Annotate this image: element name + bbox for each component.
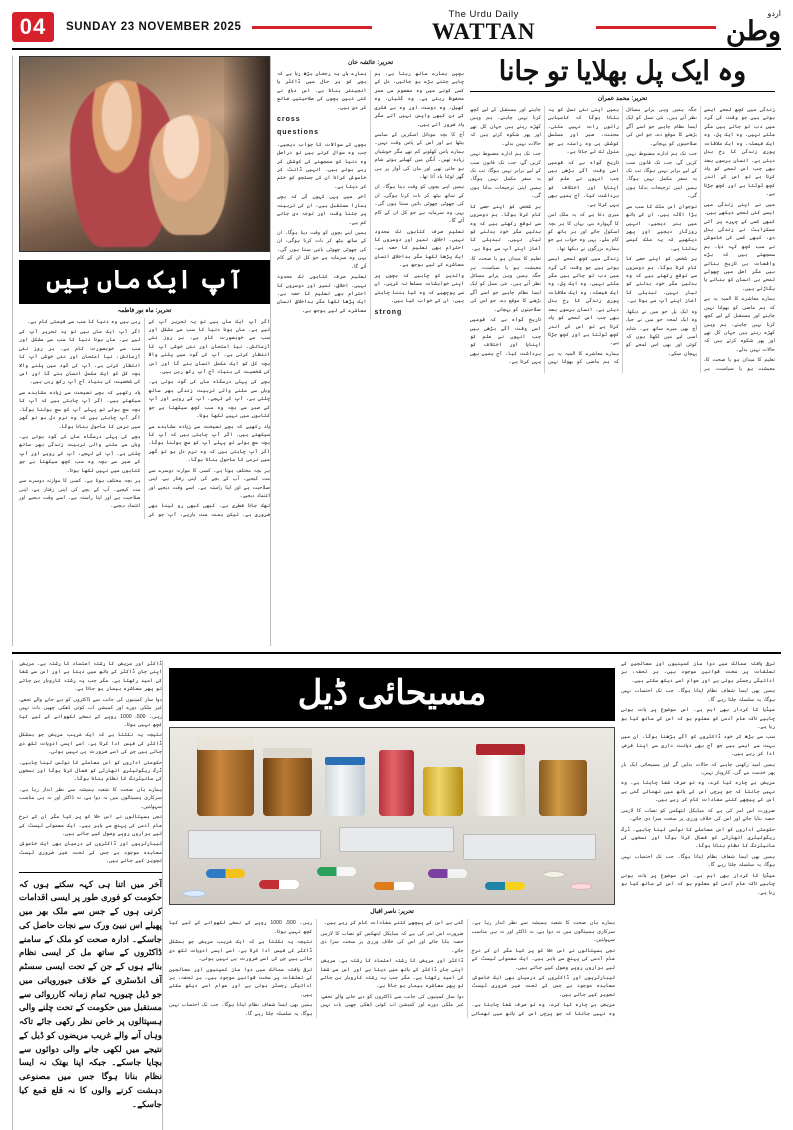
article-center-body	[277, 70, 464, 319]
bottom-section	[12, 660, 781, 1130]
paragraph: نجی ہسپتالوں نے اس خلا کو پر کیا مگر ان کے نرخ عام آدمی کی پہنچ سے باہر ہیں۔ ایک معمولی ٹیسٹ کے لیے ہزاروں روپے وصول کیے جاتے ہیں۔	[19, 814, 162, 838]
paragraph: بچے کی پہلی درسگاہ ماں کی گود ہوتی ہے۔ وہاں سے ملنے والی تربیت زندگی بھر ساتھ چلتی ہے۔ آپ کے لہجے، آپ کے رویے اور آپ کے صبر سے بچہ وہ سب کچھ سیکھتا ہے جو کتابوں میں نہیں لکھا ہوتا۔	[148, 379, 270, 420]
photo-blister-pack-3	[463, 834, 596, 860]
masthead-urdu-title: وطن	[725, 15, 781, 46]
paragraph: اگر آپ ایک ماں ہیں تو یہ تحریر آپ کے لیے ہے۔ ماں ہونا دنیا کا سب سے مشکل اور سب سے خوبصورت کام ہے۔ ہر روز نئی آزمائش، نیا امتحان اور نئی خوشی آپ کا انتظار کرتی ہے۔ آپ کی گود میں پلنے والا بچہ کل کو ایک مکمل انسان بنے گا اور اس کی شخصیت کی بنیاد آج آپ رکھ رہی ہیں۔	[19, 328, 141, 386]
publication-date: SUNDAY 23 NOVEMBER 2025	[66, 21, 242, 33]
photo-blister-pack-1	[188, 830, 321, 858]
paragraph: ہمارے ہاں صحت کا شعبہ ہمیشہ سے نظر انداز رہا ہے۔ سرکاری ہسپتالوں میں نہ دوا ہے، نہ ڈاکٹر اور نہ ہی مناسب سہولتیں۔	[471, 920, 615, 944]
article-bottom-right-body	[621, 660, 775, 897]
article-left-byline: تحریر: ماہ نور فاطمہ	[117, 307, 172, 314]
medicines-photo	[169, 727, 615, 905]
photo-bottle-cap-1	[197, 737, 255, 749]
photo-capsule-6	[485, 882, 525, 891]
paragraph: اگر آپ ایک ماں ہیں تو یہ تحریر آپ کے لیے ہے۔ ماں ہونا دنیا کا سب سے مشکل اور سب سے خوبصورت کام ہے۔ ہر روز نئی آزمائش، نیا امتحان اور نئی خوشی آپ کا انتظار کرتی ہے۔ آپ کی گود میں پلنے والا بچہ کل کو ایک مکمل انسان بنے گا اور اس کی شخصیت کی بنیاد آج آپ رکھ رہی ہیں۔	[148, 318, 270, 376]
paragraph: ہمیں بھی ایسا شفاف نظام اپنانا ہوگا۔ جب تک احتساب نہیں ہوگا، یہ سلسلہ چلتا رہے گا۔	[169, 1002, 313, 1017]
article-right-headline: وہ ایک پل بھلایا تو جانا	[470, 56, 775, 92]
paragraph: نتیجہ یہ نکلتا ہے کہ ایک غریب مریض جو بمشکل ڈاکٹر کی فیس ادا کرتا ہے، اسے ایسی ادویات لکھ دی جاتی ہیں جن کی اسے ضرورت ہی نہیں ہوتی۔	[169, 939, 313, 963]
article-center-byline: تحریر: عائشہ خان	[347, 60, 394, 66]
masthead-urdu-subtitle: اردو	[767, 8, 781, 18]
paragraph: دوا ساز کمپنیوں کی جانب سے ڈاکٹروں کو دیے جانے والے تحفے، غیر ملکی دورے اور کمیشن اب کوئی ڈھکی چھپی بات نہیں رہی۔ 500، 1000 روپے کے نسخے لکھوانے کے لیے کیا کچھ نہیں ہوتا۔	[19, 696, 163, 728]
paragraph: تعلیم صرف کتابوں تک محدود نہیں۔ اخلاق، تمیز اور دوسروں کا احترام بھی تعلیم کا حصہ ہے۔ ایک پڑھا لکھا مگر بداخلاق انسان معاشرے کے لیے بوجھ ہے۔	[277, 274, 367, 314]
masthead-title: WATTAN	[431, 18, 536, 44]
paragraph: حکومتی اداروں کو اس معاملے کا نوٹس لینا چاہیے۔ ڈرگ ریگولیٹری اتھارٹی کو فعال کرنا ہوگا اور نسخوں کی مانیٹرنگ کا نظام بنانا ہوگا۔	[19, 759, 162, 783]
paragraph: لیبارٹریوں اور ڈاکٹروں کے درمیان بھی ایک خاموش معاہدہ موجود ہے جس کے تحت غیر ضروری ٹیسٹ تجویز کیے جاتے ہیں۔	[19, 841, 162, 865]
english-term-cross: cross	[277, 116, 301, 124]
paragraph: میڈیا کا کردار بھی اہم ہے۔ اس موضوع پر بات ہونی چاہیے تاکہ عام آدمی کو معلوم ہو کہ اس کے ساتھ کیا ہو رہا ہے۔	[621, 707, 775, 730]
paragraph: ہمیں امید رکھنی چاہیے کہ حالات بدلیں گے اور مسیحائی ایک بار پھر خدمت بنے گی، کاروبار نہیں۔	[621, 761, 775, 777]
paragraph: ڈاکٹر اور مریض کا رشتہ اعتماد کا رشتہ ہے۔ مریض اپنی جان ڈاکٹر کے ہاتھ میں دیتا ہے اور اس سے شفا کی امید رکھتا ہے۔ مگر جب یہ رشتہ کاروبار بن جائے تو پھر معاشرہ بیمار ہو جاتا ہے۔	[19, 661, 162, 693]
paragraph: جب تک ہم ادارے مضبوط نہیں کریں گے، جب تک قانون سب کے لیے برابر نہیں ہوگا، تب تک یہ سفر مکمل نہیں ہوگا۔ ہمیں اپنی ترجیحات بدلنا ہوں گی۔	[470, 151, 541, 200]
paragraph: ہر بچہ مختلف ہوتا ہے۔ کسی کا موازنہ دوسرے سے مت کیجیے۔ آپ کے بچے کی اپنی رفتار ہے، اپنی صلاحیت ہے اور اپنا راستہ ہے۔ اسے وقت دیجیے اور اعتماد دیجیے۔	[19, 478, 141, 510]
paragraph: ہر بچہ مختلف ہوتا ہے۔ کسی کا موازنہ دوسرے سے مت کیجیے۔ آپ کے بچے کی اپنی رفتار ہے، اپنی صلاحیت ہے اور اپنا راستہ ہے۔ اسے وقت دیجیے اور اعتماد دیجیے۔	[148, 467, 270, 499]
photo-tablet-1	[543, 871, 565, 878]
article-right	[470, 56, 781, 646]
paragraph: ہمارے معاشرے کا المیہ یہ ہے کہ ہم ماضی کو بھولنا نہیں چاہتے اور مستقبل کے لیے کچھ کرنا نہیں چاہتے۔ ہم وہیں کھڑے رہتے ہیں جہاں کل تھے اور پھر شکوہ کرتے ہیں کہ حالات نہیں بدلے۔	[704, 296, 775, 353]
article-left-headline: آپ ایک ماں ہیں	[46, 266, 243, 294]
paragraph: ہمارے ہاں یہ رجحان بڑھ رہا ہے کہ بچے کو ہر حال میں ڈاکٹر یا انجینئر بنانا ہے۔ اس دباؤ نے کئی ذہین بچوں کی صلاحیتیں ضائع کر دی ہیں۔	[277, 71, 367, 111]
article-bottom-byline: تحریر: ناصر اقبال	[370, 909, 414, 916]
paragraph: تعلیم صرف کتابوں تک محدود نہیں۔ اخلاق، تمیز اور دوسروں کا احترام بھی تعلیم کا حصہ ہے۔ ایک پڑھا لکھا مگر بداخلاق انسان معاشرے کے لیے بوجھ ہے۔	[374, 228, 464, 269]
article-left-headline-banner	[19, 260, 270, 304]
paragraph: ہمیں اپنے بچوں کو وقت دینا ہوگا۔ ان کے ساتھ بیٹھ کر بات کرنا ہوگی، ان کی چھوٹی چھوٹی باتیں سننا ہوں گی۔ یہی وہ سرمایہ ہے جو کل ان کے کام آئے گا۔	[277, 229, 367, 270]
paragraph: ترقی یافتہ ممالک میں دوا ساز کمپنیوں اور معالجین کے تعلقات پر سخت قوانین موجود ہیں۔ ہر تحفہ، ہر ادائیگی رجسٹر ہوتی ہے اور عوام اسے دیکھ سکتے ہیں۔	[169, 966, 313, 998]
article-bottom-headline-banner	[169, 668, 615, 721]
article-center	[270, 56, 470, 646]
paragraph: ہمیں بھی ایسا شفاف نظام اپنانا ہوگا۔ جب تک احتساب نہیں ہوگا، یہ سلسلہ چلتا رہے گا۔	[621, 688, 775, 703]
article-left-body	[19, 318, 270, 520]
paragraph: ڈاکٹر اور مریض کا رشتہ اعتماد کا رشتہ ہے۔ مریض اپنی جان ڈاکٹر کے ہاتھ میں دیتا ہے اور اس سے شفا کی امید رکھتا ہے۔ مگر جب یہ رشتہ کاروبار بن جائے تو پھر معاشرہ بیمار ہو جاتا ہے۔	[320, 958, 464, 990]
photo-blister-pack-2	[339, 827, 454, 852]
paragraph: یاد رکھیے کہ بچے نصیحت سے زیادہ مشاہدے سے سیکھتے ہیں۔ اگر آپ چاہتی ہیں کہ آپ کا بچہ سچ بولے تو پہلے آپ کو سچ بولنا ہوگا۔ اگر آپ چاہتی ہیں کہ وہ نرم دل ہو تو گھر میں نرمی کا ماحول بنانا ہوگا۔	[148, 423, 270, 464]
paragraph: نجی ہسپتالوں نے اس خلا کو پر کیا مگر ان کے نرخ عام آدمی کی پہنچ سے باہر ہیں۔ ایک معمولی ٹیسٹ کے لیے ہزاروں روپے وصول کیے جاتے ہیں۔	[471, 947, 615, 971]
paragraph: نتیجہ یہ نکلتا ہے کہ ایک غریب مریض جو بمشکل ڈاکٹر کی فیس ادا کرتا ہے، اسے ایسی ادویات لکھ دی جاتی ہیں جن کی اسے ضرورت ہی نہیں ہوتی۔	[19, 732, 162, 756]
photo-bottle-amber-2	[263, 757, 312, 817]
paragraph: والدین کو چاہیے کہ بچوں پر اپنی خواہشات مسلط نہ کریں۔ ان سے پوچھیے کہ وہ کیا بننا چاہتے ہیں، ان کے خواب کیا ہیں۔	[374, 272, 464, 304]
paragraph: ہر شخص کو اپنے حصے کا کام کرنا ہوگا۔ ہم دوسروں سے توقع رکھتے ہیں کہ وہ بدلیں مگر خود بدلنے کو تیار نہیں۔ تبدیلی کا آغاز اپنے آپ سے ہوتا ہے۔	[626, 256, 697, 305]
paragraph: ہمارے معاشرے کا المیہ یہ ہے کہ ہم ماضی کو بھولنا نہیں چاہتے اور مستقبل کے لیے کچھ کرنا نہیں چاہتے۔ ہم وہیں کھڑے رہتے ہیں جہاں کل تھے اور پھر شکوہ کرتے ہیں کہ حالات نہیں بدلے۔	[470, 107, 619, 366]
mother-child-photo	[19, 56, 270, 252]
article-bottom-right-col	[621, 660, 781, 1130]
paragraph: ہمیں بھی ایسا شفاف نظام اپنانا ہوگا۔ جب تک احتساب نہیں ہوگا، یہ سلسلہ چلتا رہے گا۔	[621, 853, 775, 869]
top-section	[12, 56, 781, 646]
paragraph: بچے کی پہلی درسگاہ ماں کی گود ہوتی ہے۔ وہاں سے ملنے والی تربیت زندگی بھر ساتھ چلتی ہے۔ آپ کے لہجے، آپ کے رویے اور آپ کے صبر سے بچہ وہ سب کچھ سیکھتا ہے جو کتابوں میں نہیں لکھا ہوتا۔	[19, 433, 141, 474]
paragraph: تعلیم کا میدان ہو یا صحت کا، معیشت ہو یا سیاست، ہر جگہ ہمیں وہی پرانے مسائل نظر آتے ہیں۔ نئی نسل کو ایک ایسا نظام چاہیے جو اسے آگے بڑھنے کا موقع دے، جو اس کی صلاحیتوں کو پہچانے۔	[626, 107, 775, 372]
paragraph: حکومتی اداروں کو اس معاملے کا نوٹس لینا چاہیے۔ ڈرگ ریگولیٹری اتھارٹی کو فعال کرنا ہوگا اور نسخوں کی مانیٹرنگ کا نظام بنانا ہوگا۔	[621, 826, 775, 850]
article-bottom-headline: مسیحائی ڈیل	[297, 674, 487, 712]
photo-background-drape	[224, 57, 269, 251]
photo-bottle-amber-3	[539, 760, 588, 816]
photo-tablet-3	[183, 890, 205, 897]
photo-bottle-white	[476, 753, 525, 816]
paragraph: تاریخ گواہ ہے کہ قومیں اسی وقت آگے بڑھی ہیں جب انہوں نے علم کو اپنایا اور اختلاف کو برداشت کیا۔ آج ہمیں بھی یہی کرنا ہے۔	[470, 317, 541, 366]
paragraph: لیبارٹریوں اور ڈاکٹروں کے درمیان بھی ایک خاموش معاہدہ موجود ہے جس کے تحت غیر ضروری ٹیسٹ تجویز کیے جاتے ہیں۔	[471, 974, 615, 998]
article-right-byline: تحریر: محمد عمران	[597, 96, 648, 103]
paragraph: زندگی میں کچھ لمحے ایسے ہوتے ہیں جو وقت کی گرد میں دب تو جاتے ہیں مگر مٹتے نہیں۔ وہ ایک پل، وہ ایک فیصلہ، وہ ایک ملاقات پوری زندگی کا رخ بدل دیتی ہے۔ انسان برسوں بعد بھی جب اس لمحے کو یاد کرتا ہے تو اس کے اندر کچھ ٹوٹتا ہے اور کچھ جڑتا ہے۔	[548, 256, 619, 347]
article-right-body	[470, 106, 775, 373]
article-bottom-left-col	[12, 660, 162, 1130]
masthead	[12, 10, 781, 50]
photo-vial-clear	[325, 764, 365, 817]
paragraph: ہمیں اپنے بچوں کو وقت دینا ہوگا۔ ان کے ساتھ بیٹھ کر بات کرنا ہوگی، ان کی چھوٹی چھوٹی باتیں سننا ہوں گی۔ یہی وہ سرمایہ ہے جو کل ان کے کام آئے گا۔	[374, 184, 464, 225]
paragraph: سب سے بڑھ کر خود ڈاکٹروں کو آگے بڑھنا ہوگا۔ ان میں بہت سے ایسے ہیں جو آج بھی دیانت داری سے اپنا فرض ادا کر رہے ہیں۔	[621, 734, 775, 758]
article-left	[12, 56, 270, 646]
photo-figure-child	[149, 115, 229, 235]
photo-capsule-4	[374, 882, 414, 891]
photo-syrup-yellow	[423, 767, 463, 816]
paragraph: تھک جانا فطری ہے۔ کبھی کبھی رو لینا بھی ضروری ہے۔ لیکن ہمت مت ہاریے، آپ جو کر رہی ہیں وہ دنیا کا سب سے قیمتی کام ہے۔	[27, 318, 270, 518]
paragraph: زندگی میں کچھ لمحے ایسے ہوتے ہیں جو وقت کی گرد میں دب تو جاتے ہیں مگر مٹتے نہیں۔ وہ ایک پل، وہ ایک فیصلہ، وہ ایک ملاقات پوری زندگی کا رخ بدل دیتی ہے۔ انسان برسوں بعد بھی جب اس لمحے کو یاد کرتا ہے تو اس کے اندر کچھ ٹوٹتا ہے اور کچھ جڑتا ہے۔	[704, 107, 775, 198]
english-term-questions: questions	[277, 129, 320, 137]
photo-tablet-2	[570, 883, 592, 890]
paragraph: ترقی یافتہ ممالک میں دوا ساز کمپنیوں اور معالجین کے تعلقات پر سخت قوانین موجود ہیں۔ ہر تحفہ، ہر ادائیگی رجسٹر ہوتی ہے اور عوام اسے دیکھ سکتے ہیں۔	[621, 661, 775, 684]
photo-capsule-5	[428, 869, 468, 878]
paragraph: مریض بے چارہ کیا کرے، وہ تو صرف شفا چاہتا ہے۔ وہ نہیں جانتا کہ جو پرچی اس کے ہاتھ میں تھمائی گئی ہے اس کے پیچھے کتنے مفادات کام کر رہے ہیں۔	[323, 920, 615, 1017]
photo-capsule-2	[259, 880, 299, 889]
page-number: 04	[12, 12, 54, 42]
paragraph: میں نے اپنی زندگی میں ایسے کئی لمحے دیکھے ہیں۔ کبھی کسی کے چہرے پر آئی مسکراہٹ نے زندگی بدل دی، کبھی کسی کی خاموشی نے سب کچھ کہہ دیا۔ ہم سمجھتے ہیں کہ بڑے واقعات ہی تاریخ بناتے ہیں مگر اصل میں چھوٹے لمحے ہی انسان کو بناتے یا بگاڑتے ہیں۔	[704, 201, 775, 292]
paragraph: یاد رکھیے کہ بچے نصیحت سے زیادہ مشاہدے سے سیکھتے ہیں۔ اگر آپ چاہتی ہیں کہ آپ کا بچہ سچ بولے تو پہلے آپ کو سچ بولنا ہوگا۔ اگر آپ چاہتی ہیں کہ وہ نرم دل ہو تو گھر میں نرمی کا ماحول بنانا ہوگا۔	[19, 389, 141, 430]
paragraph: میری دعا ہے کہ یہ ملک امن کا گہوارہ بنے، یہاں کا ہر بچہ اسکول جائے اور ہر ہاتھ کو کام ملے۔ یہی وہ خواب ہے جو ہمارے بزرگوں نے دیکھا تھا۔	[547, 212, 619, 252]
article-bottom-main	[162, 660, 621, 1130]
photo-capsule-3	[317, 867, 357, 876]
photo-bottle-cap-red	[476, 744, 525, 755]
masthead-rule-left	[252, 26, 372, 29]
article-bottom-left-body	[19, 660, 162, 866]
english-term-strong: strong	[374, 309, 403, 317]
section-divider	[12, 652, 781, 654]
paragraph: دوا ساز کمپنیوں کی جانب سے ڈاکٹروں کو دیے جانے والے تحفے، غیر ملکی دورے اور کمیشن اب کوئی ڈھکی چھپی بات نہیں رہی۔ 500، 1000 روپے کے نسخے لکھوانے کے لیے کیا کچھ نہیں ہوتا۔	[169, 920, 464, 1009]
paragraph: تعلیم کا میدان ہو یا صحت کا، معیشت ہو یا سیاست، ہر جگہ ہمیں وہی پرانے مسائل نظر آتے ہیں۔ نئی نسل کو ایک ایسا نظام چاہیے جو اسے آگے بڑھنے کا موقع دے، جو اس کی صلاحیتوں کو پہچانے۔	[470, 256, 541, 313]
paragraph: بچوں کے سوالات کا جواب دیجیے۔ جب وہ سوال کرتے ہیں تو دراصل وہ دنیا کو سمجھنے کی کوشش کر رہے ہوتے ہیں۔ انہیں ڈانٹ کر خاموش کرانا ان کی جستجو کو ختم کر دیتا ہے۔	[277, 141, 367, 190]
paragraph: میڈیا کا کردار بھی اہم ہے۔ اس موضوع پر بات ہونی چاہیے تاکہ عام آدمی کو معلوم ہو کہ اس کے ساتھ کیا ہو رہا ہے۔	[621, 872, 775, 896]
masthead-urdu-block	[726, 10, 781, 45]
paragraph: ہمیں اپنی نئی نسل کو یہ بتانا ہوگا کہ کامیابی راتوں رات نہیں ملتی۔ محنت، صبر اور مسلسل کوشش ہی وہ راستہ ہے جو منزل تک لے جاتا ہے۔	[548, 107, 619, 156]
paragraph: مریض بے چارہ کیا کرے، وہ تو صرف شفا چاہتا ہے۔ وہ نہیں جانتا کہ جو پرچی اس کے ہاتھ میں تھمائی گئی ہے اس کے پیچھے کتنے مفادات کام کر رہے ہیں۔	[621, 780, 775, 804]
paragraph: ہمارے ہاں صحت کا شعبہ ہمیشہ سے نظر انداز رہا ہے۔ سرکاری ہسپتالوں میں نہ دوا ہے، نہ ڈاکٹر اور نہ ہی مناسب سہولتیں۔	[19, 786, 162, 810]
paragraph: وہ ایک پل جو میں نے دیکھا، وہ ایک لمحہ جو میں نے جیا، آج بھی میرے ساتھ ہے۔ شاید اسی لیے میں لکھتا ہوں کہ کوئی اور بھی اس لمحے کو پہچان سکے۔	[626, 308, 697, 357]
masthead-subtitle: The Urdu Daily	[448, 8, 519, 20]
photo-syrup-red	[379, 750, 415, 817]
paragraph: آج کا بچہ موبائل اسکرین کے سامنے بیٹھا ہے اور اس کے پاس وقت نہیں۔ ہمارے پاس کھلونے کم تھے مگر خوشیاں زیادہ تھیں۔ آنگن میں کھیلتے ہوئے شام ہو جاتی تھی اور ماں کی آواز پر ہی گھر لوٹنا یاد آتا تھا۔	[374, 131, 464, 181]
paragraph: بچپن ہمارے ساتھ رہتا ہے، ہم چاہے جتنے بڑے ہو جائیں، دل کے کسی کونے میں وہ معصوم سی عمر محفوظ رہتی ہے۔ وہ گلیاں، وہ کھیل، وہ دوست اور وہ بے فکری کے دن کبھی واپس نہیں آتے مگر یاد ضرور آتے ہیں۔	[374, 71, 464, 128]
paragraph: نوجوان اس ملک کا سب سے بڑا اثاثہ ہیں۔ ان کے ہاتھ میں ہنر دیجیے، انہیں روزگار دیجیے اور پھر دیکھیے کہ یہ ملک کیسے بدلتا ہے۔	[626, 203, 697, 252]
photo-vial-cap-blue	[325, 757, 365, 766]
paragraph: ہر شخص کو اپنے حصے کا کام کرنا ہوگا۔ ہم دوسروں سے توقع رکھتے ہیں کہ وہ بدلیں مگر خود بدلنے کو تیار نہیں۔ تبدیلی کا آغاز اپنے آپ سے ہوتا ہے۔	[470, 203, 541, 252]
article-bottom-lead: آخر میں اتنا ہی کہہ سکتے ہوں کہ حکومت کو فوری طور پر ایسی اقدامات کرنی ہوں کے جس سے ملک بھر میں پھیلے اس نبیئ ورک سے نجات حاصل کی جاسکے۔ ادارہ صحت کو ملک کے سامنے ڈاکٹروں کے ساتھ مل کر ایسی نظام بنائے ہوں کے جن کے تحت ایسی سسٹم آف انڈسٹری کے خلاف جیورویاتی میں جو ڈیل چیورپہ تمام زمانہ کارروائی سے مستقبل میں حکومت کے تحت چلنے والی ہسپتالوں پر خاص نظر رکھی جائے تاکہ وہاں آنے والے غریب مریضوں کو ڈیل کے نتیجے میں لکھی جانے والی دوائوں سے بچایا جاسکے۔ جبکہ اپنا بھتک نہ ایسا نظام بنانا ہوگا جس میں مصنوعی دہشت کرنے والوں کا نہ قلع قمع کیا جاسکے۔	[19, 872, 162, 1112]
photo-bottle-amber-1	[197, 746, 255, 816]
paragraph: ضرورت اس امر کی ہے کہ میڈیکل ایتھکس کو نصاب کا لازمی حصہ بنایا جائے اور اس کی خلاف ورزی پر سخت سزا دی جائے۔	[320, 930, 464, 954]
paragraph: آخر میں یہی کہوں گی کہ بچے ہمارا مستقبل ہیں، ان کی تربیت پر جتنا وقت اور توجہ دی جائے کم ہے۔	[277, 194, 367, 226]
masthead-rule-right	[596, 26, 716, 29]
paragraph: جب تک ہم ادارے مضبوط نہیں کریں گے، جب تک قانون سب کے لیے برابر نہیں ہوگا، تب تک یہ سفر مکمل نہیں ہوگا۔ ہمیں اپنی ترجیحات بدلنا ہوں گی۔	[626, 151, 697, 200]
paragraph: ضرورت اس امر کی ہے کہ میڈیکل ایتھکس کو نصاب کا لازمی حصہ بنایا جائے اور اس کی خلاف ورزی پر سخت سزا دی جائے۔	[621, 807, 775, 823]
photo-capsule-1	[206, 869, 246, 878]
paragraph: تاریخ گواہ ہے کہ قومیں اسی وقت آگے بڑھی ہیں جب انہوں نے علم کو اپنایا اور اختلاف کو برداشت کیا۔ آج ہمیں بھی یہی کرنا ہے۔	[548, 159, 619, 208]
article-bottom-body	[169, 919, 615, 1018]
masthead-title-block	[382, 10, 586, 44]
photo-bottle-cap-2	[263, 748, 312, 759]
